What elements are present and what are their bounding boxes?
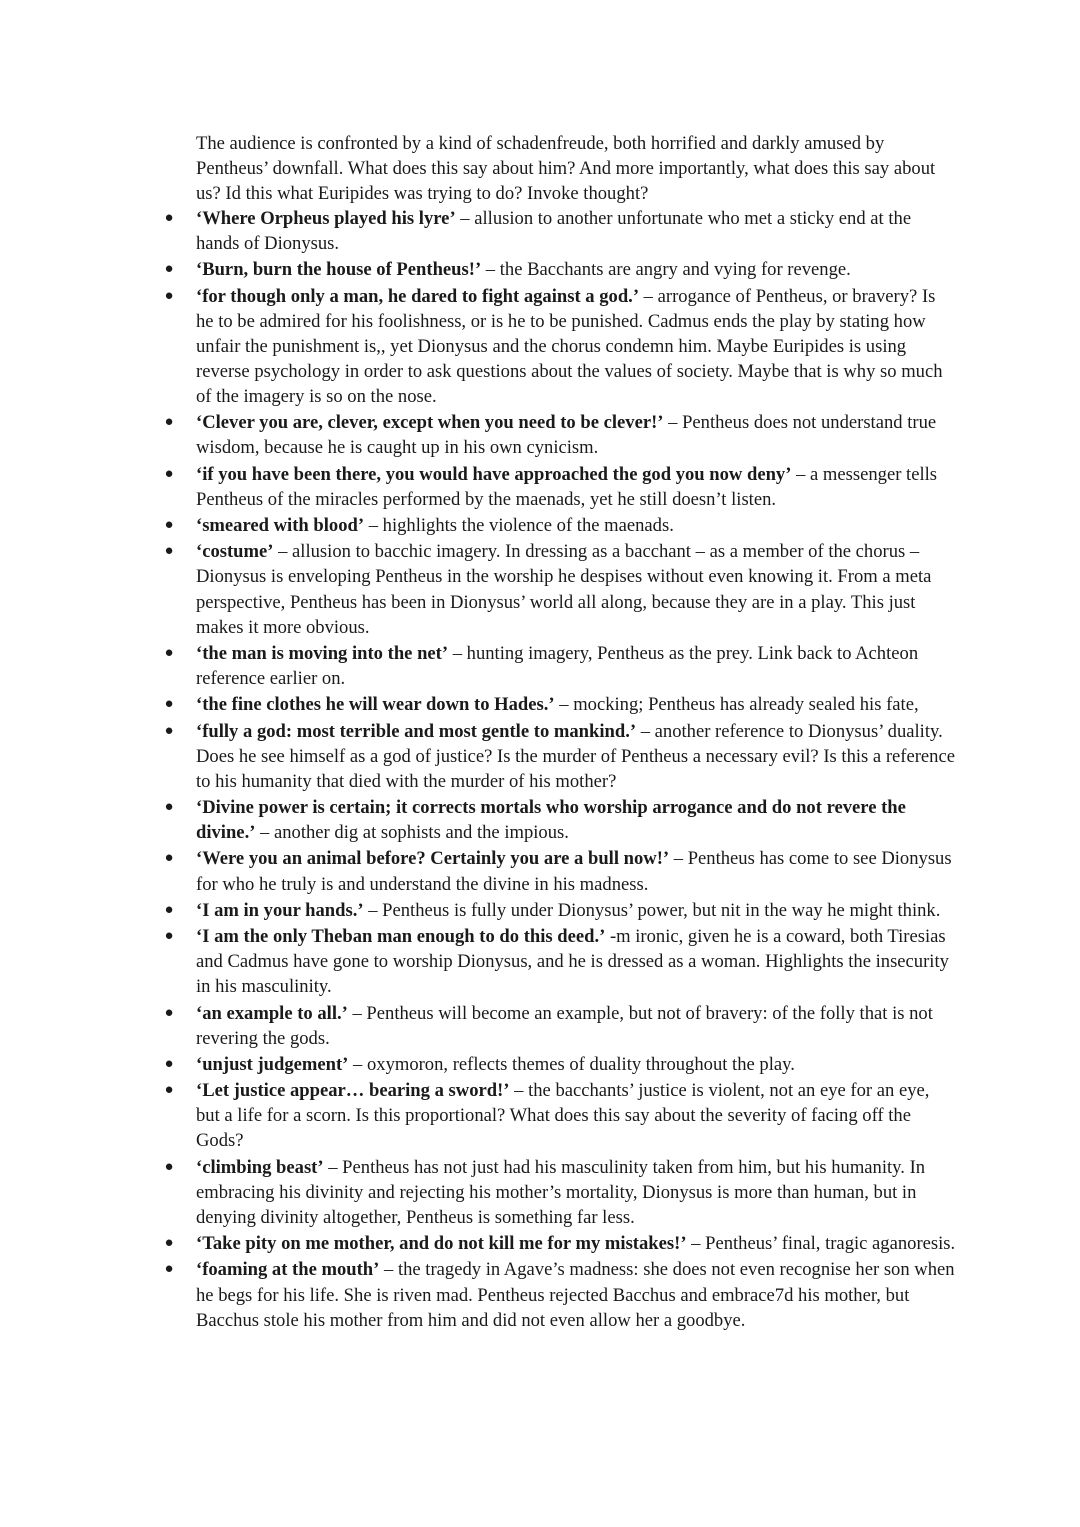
note-comment: – allusion to another unfortunate who met a sticky end at the hands of Dionysus. <box>196 208 912 255</box>
list-item <box>164 462 956 512</box>
note-comment: – Pentheus’ final, tragic aganoresis. <box>686 1233 956 1255</box>
bullet-icon: ● <box>164 414 174 431</box>
note-quote: ‘for though only a man, he dared to fight against a god.’ <box>196 285 640 307</box>
note-quote: ‘the fine clothes he will wear down to Hades.’ <box>196 694 555 716</box>
note-comment: – Pentheus has not just had his masculinity taken from him, but his humanity. In embracing his divinity and rejecting his mother’s mortality, Dionysus is more than human, but in denying divinity altogether, Pentheus is something far less. <box>196 1156 926 1228</box>
bullet-icon: ● <box>164 517 174 534</box>
note-quote: ‘climbing beast’ <box>196 1156 324 1178</box>
list-item <box>164 1257 956 1332</box>
note-comment: – mocking; Pentheus has already sealed his fate, <box>554 694 919 716</box>
note-quote: ‘Burn, burn the house of Pentheus!’ <box>196 259 482 281</box>
bullet-icon: ● <box>164 287 174 304</box>
note-comment: – the bacchants’ justice is violent, not an eye for an eye, but a life for a scorn. Is this proportional? What does this say about the severity of facing off the Gods? <box>196 1080 930 1152</box>
note-comment: – Pentheus does not understand true wisdom, because he is caught up in his own cynicism. <box>196 412 937 459</box>
note-comment: – allusion to bacchic imagery. In dressing as a bacchant – as a member of the chorus – Dionysus is enveloping Pentheus in the worship he despises without even knowing it. From a meta perspective, Pentheus has been in Dionysus’ world all along, because they are in a play. This just makes it more obvious. <box>196 541 932 638</box>
bullet-icon: ● <box>164 644 174 661</box>
note-comment: – hunting imagery, Pentheus as the prey. Link back to Achteon reference earlier on. <box>196 642 919 689</box>
bullet-icon: ● <box>164 543 174 560</box>
bullet-icon: ● <box>164 1055 174 1072</box>
note-quote: ‘I am the only Theban man enough to do this deed.’ <box>196 926 606 948</box>
list-item <box>164 1155 956 1230</box>
note-comment: – another dig at sophists and the impious. <box>255 822 569 844</box>
note-comment: – Pentheus has come to see Dionysus for who he truly is and understand the divine in his madness. <box>196 848 952 895</box>
note-comment: – arrogance of Pentheus, or bravery? Is he to be admired for his foolishness, or is he to be punished. Cadmus ends the play by stating how unfair the punishment is,, yet Dionysus and the chorus condemn him. Maybe Euripides is using reverse psychology in order to ask questions about the values of society. Maybe that is why so much of the imagery is so on the nose. <box>196 285 943 408</box>
list-item <box>164 898 956 923</box>
bullet-icon: ● <box>164 465 174 482</box>
list-item <box>164 513 956 538</box>
bullet-icon: ● <box>164 696 174 713</box>
note-quote: ‘I am in your hands.’ <box>196 899 364 921</box>
note-quote: ‘Let justice appear… bearing a sword!’ <box>196 1080 510 1102</box>
list-item <box>164 1078 956 1153</box>
bullet-icon: ● <box>164 722 174 739</box>
note-quote: ‘unjust judgement’ <box>196 1053 349 1075</box>
list-item <box>164 795 956 845</box>
list-item <box>164 206 956 256</box>
list-item <box>164 410 956 460</box>
quote-notes-list <box>164 206 956 1334</box>
bullet-icon: ● <box>164 210 174 226</box>
list-item <box>164 719 956 794</box>
note-comment: – the tragedy in Agave’s madness: she does not even recognise her son when he begs for his life. She is riven mad. Pentheus rejected Bacchus and embrace7d his mother, but Bacchus stole his mother from him and did not even allow her a goodbye. <box>196 1259 955 1331</box>
note-quote: ‘smeared with blood’ <box>196 515 365 537</box>
list-item <box>164 641 956 691</box>
note-comment: – oxymoron, reflects themes of duality throughout the play. <box>348 1053 795 1075</box>
list-item <box>164 257 956 282</box>
note-quote: ‘Take pity on me mother, and do not kill me for my mistakes!’ <box>196 1233 687 1255</box>
list-item <box>164 692 956 717</box>
bullet-icon: ● <box>164 799 174 816</box>
note-quote: ‘an example to all.’ <box>196 1002 348 1024</box>
bullet-icon: ● <box>164 1261 174 1278</box>
bullet-icon: ● <box>164 1082 174 1099</box>
note-comment: – Pentheus is fully under Dionysus’ power, but nit in the way he might think. <box>363 899 941 921</box>
note-quote: ‘Divine power is certain; it corrects mortals who worship arrogance and do not revere the divine.’ <box>196 797 906 844</box>
note-quote: ‘the man is moving into the net’ <box>196 642 449 664</box>
bullet-icon: ● <box>164 928 174 945</box>
list-item <box>164 846 956 896</box>
note-comment: – Pentheus will become an example, but not of bravery: of the folly that is not revering the gods. <box>196 1002 933 1049</box>
bullet-icon: ● <box>164 261 174 278</box>
bullet-icon: ● <box>164 1158 174 1175</box>
note-quote: ‘foaming at the mouth’ <box>196 1259 380 1281</box>
note-quote: ‘fully a god: most terrible and most gentle to mankind.’ <box>196 720 637 742</box>
note-quote: ‘if you have been there, you would have approached the god you now deny’ <box>196 463 792 485</box>
note-quote: ‘costume’ <box>196 541 274 563</box>
note-quote: ‘Where Orpheus played his lyre’ <box>196 208 456 229</box>
intro-paragraph: The audience is confronted by a kind of schadenfreude, both horrified and darkly amused by Pentheus’ downfall. What does this say about him? And more importantly, what does this say about us? Id this what Euripides was trying to do? Invoke thought? <box>196 133 936 205</box>
list-item <box>164 1052 956 1077</box>
list-item <box>164 924 956 999</box>
note-comment: – another reference to Dionysus’ duality. Does he see himself as a god of justice? Is the murder of Pentheus a necessary evil? Is this a reference to his humanity that died with the murder of his mother? <box>196 720 955 792</box>
bullet-icon: ● <box>164 1004 174 1021</box>
list-item <box>164 539 956 639</box>
list-item <box>164 1001 956 1051</box>
bullet-icon: ● <box>164 850 174 867</box>
note-comment: – highlights the violence of the maenads. <box>364 515 674 537</box>
note-quote: ‘Were you an animal before? Certainly you are a bull now!’ <box>196 848 670 870</box>
note-comment: – a messenger tells Pentheus of the miracles performed by the maenads, yet he still doesn’t listen. <box>196 463 938 510</box>
note-comment: – the Bacchants are angry and vying for revenge. <box>481 259 851 281</box>
list-item <box>164 284 956 409</box>
bullet-icon: ● <box>164 1235 174 1252</box>
note-quote: ‘Clever you are, clever, except when you need to be clever!’ <box>196 412 664 434</box>
list-item <box>164 1231 956 1256</box>
bullet-icon: ● <box>164 901 174 918</box>
note-comment: -m ironic, given he is a coward, both Tiresias and Cadmus have gone to worship Dionysus, and he is dressed as a woman. Highlights the insecurity in his masculinity. <box>196 926 949 998</box>
